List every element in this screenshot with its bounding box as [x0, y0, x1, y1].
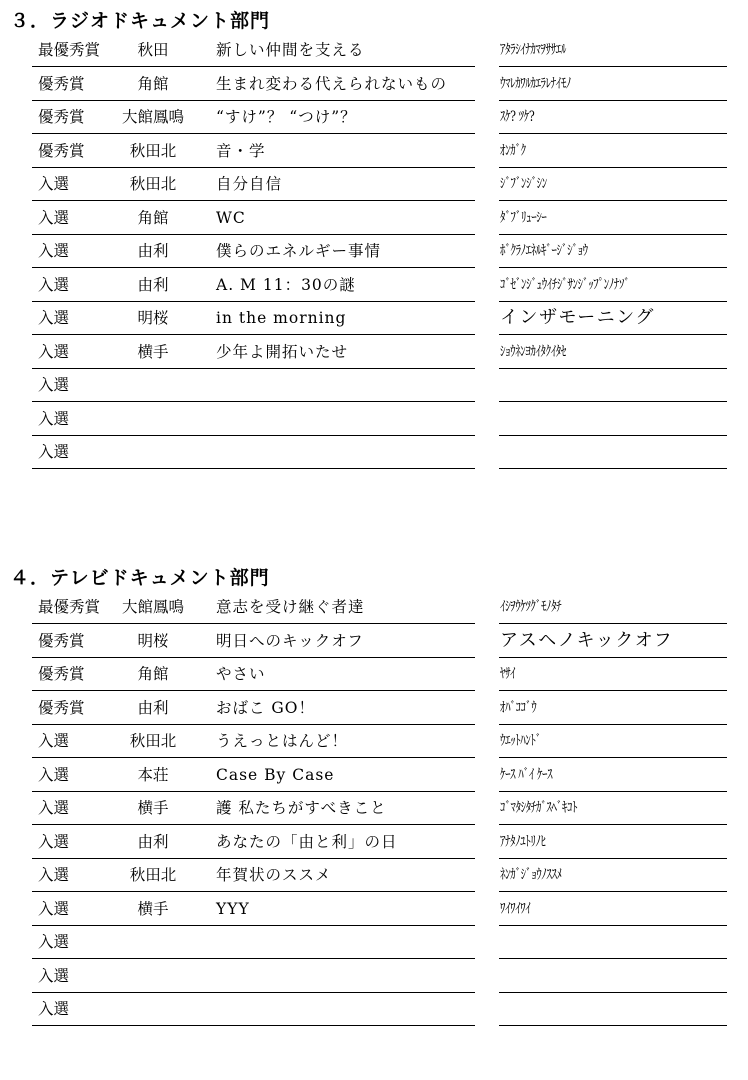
kana-cell: ｲｼｦｳｹﾂｸﾞﾓﾉﾀﾁ [500, 599, 562, 615]
kana-cell: ｱﾀﾗｼｲﾅｶﾏｦｻｻｴﾙ [500, 42, 566, 58]
title-cell: WC [216, 208, 246, 227]
school-cell: 角館 [137, 665, 169, 683]
table-row [0, 301, 748, 335]
award-cell: 入選 [38, 799, 70, 817]
title-cell: 自分自信 [216, 175, 283, 193]
kana-underline [499, 1025, 727, 1026]
kana-cell: ﾜｲﾜｲﾜｲ [500, 900, 531, 917]
award-cell: 入選 [38, 832, 70, 851]
table-row [0, 268, 748, 302]
kana-cell: ｽｹ? ﾂｹ? [500, 109, 535, 125]
school-cell: 由利 [137, 698, 169, 717]
school-cell: 本荘 [137, 765, 169, 784]
school-cell: 由利 [137, 242, 169, 260]
title-cell: in the morning [216, 309, 347, 327]
kana-cell: ｺﾞﾏﾀｼﾀﾁｶﾞｽﾍﾞｷｺﾄ [500, 800, 578, 816]
table-row [0, 858, 748, 892]
award-cell: 入選 [38, 933, 70, 951]
title-cell: 音・学 [216, 141, 266, 160]
award-cell: 優秀賞 [38, 141, 85, 160]
table-row [0, 758, 748, 792]
kana-cell: ｵﾝｶﾞｸ [500, 142, 526, 159]
award-cell: 入選 [38, 899, 70, 918]
title-cell: “すけ”？ “つけ”？ [216, 108, 357, 126]
title-cell: 少年よ開拓いたせ [216, 342, 349, 361]
award-cell: 入選 [38, 376, 70, 394]
kana-cell: ｼｮｳﾈﾝﾖｶｲﾀｸｲﾀｾ [500, 343, 566, 360]
school-cell: 由利 [137, 832, 169, 851]
table-row [0, 167, 748, 201]
award-cell: 優秀賞 [38, 665, 85, 683]
school-cell: 横手 [137, 342, 169, 361]
award-cell: 入選 [38, 242, 70, 260]
school-cell: 秋田北 [129, 866, 177, 884]
award-cell: 最優秀賞 [38, 41, 101, 59]
award-cell: 入選 [38, 966, 70, 985]
table-row [0, 100, 748, 134]
award-cell: 最優秀賞 [38, 598, 101, 616]
title-cell: 僕らのエネルギー事情 [216, 242, 382, 260]
table-row [0, 67, 748, 101]
table-row [0, 959, 748, 993]
kana-underline [499, 468, 727, 469]
award-cell: 入選 [38, 732, 70, 750]
kana-cell: ﾀﾞﾌﾞﾘｭｰｼｰ [500, 209, 547, 226]
table-row [0, 691, 748, 725]
table-row [0, 825, 748, 859]
school-cell: 由利 [137, 275, 169, 294]
award-cell: 優秀賞 [38, 74, 85, 93]
kana-cell: ﾔｻｲ [500, 666, 516, 682]
table-row [0, 791, 748, 825]
title-cell: やさい [216, 665, 266, 683]
award-cell: 入選 [38, 765, 70, 784]
school-cell: 横手 [137, 899, 169, 918]
table-row [0, 892, 748, 926]
award-cell: 優秀賞 [38, 698, 85, 717]
row-underline [32, 1025, 475, 1026]
kana-cell: ｼﾞﾌﾞﾝｼﾞｼﾝ [500, 176, 547, 192]
table-row [0, 201, 748, 235]
kana-cell: ｳｴｯﾄﾊﾝﾄﾞ [500, 733, 541, 749]
title-cell: YYY [216, 899, 250, 918]
table-row [0, 368, 748, 402]
award-cell: 入選 [38, 208, 70, 227]
kana-cell: ﾈﾝｶﾞｼﾞｮｳﾉｽｽﾒ [500, 867, 562, 883]
school-cell: 明桜 [137, 309, 169, 327]
school-cell: 角館 [137, 74, 169, 93]
section-title-tv: ４．テレビドキュメント部門 [10, 567, 270, 589]
title-cell: おばこ GO！ [216, 698, 316, 717]
table-row [0, 134, 748, 168]
award-cell: 優秀賞 [38, 631, 85, 650]
school-cell: 秋田 [137, 41, 169, 59]
table-row [0, 657, 748, 691]
kana-cell: ｵﾊﾞｺｺﾞｳ [500, 699, 537, 716]
kana-cell: ｹｰｽ ﾊﾞｲ ｹｰｽ [500, 766, 553, 783]
school-cell: 秋田北 [129, 732, 177, 750]
award-cell: 入選 [38, 342, 70, 361]
school-cell: 秋田北 [129, 175, 177, 193]
title-cell: 年賀状のススメ [216, 866, 332, 884]
kana-cell: インザモーニング [500, 307, 655, 328]
title-cell: 明日へのキックオフ [216, 631, 364, 650]
school-cell: 大館鳳鳴 [121, 598, 184, 616]
title-cell: 生まれ変わる代えられないもの [216, 74, 448, 93]
title-cell: Case By Case [216, 765, 335, 784]
award-cell: 入選 [38, 175, 70, 193]
table-row [0, 435, 748, 469]
award-cell: 入選 [38, 443, 70, 461]
table-row [0, 724, 748, 758]
table-row [0, 590, 748, 624]
table-row [0, 925, 748, 959]
title-cell: あなたの「由と利」の日 [216, 832, 398, 851]
table-row [0, 992, 748, 1026]
award-cell: 入選 [38, 409, 70, 428]
award-cell: 入選 [38, 309, 70, 327]
school-cell: 明桜 [137, 631, 169, 650]
table-row [0, 624, 748, 658]
award-cell: 優秀賞 [38, 108, 85, 126]
title-cell: 新しい仲間を支える [216, 41, 365, 59]
school-cell: 横手 [137, 799, 169, 817]
table-row [0, 234, 748, 268]
title-cell: うえっとはんど！ [216, 732, 349, 750]
table-row [0, 402, 748, 436]
title-cell: A. M 11：30の謎 [216, 275, 356, 294]
table-row [0, 335, 748, 369]
school-cell: 秋田北 [129, 141, 177, 160]
kana-cell: アスヘノキックオフ [500, 629, 674, 651]
award-cell: 入選 [38, 1000, 70, 1018]
school-cell: 大館鳳鳴 [121, 108, 184, 126]
title-cell: 護 私たちがすべきこと [216, 799, 387, 817]
section-title-radio: ３．ラジオドキュメント部門 [10, 10, 271, 32]
school-cell: 角館 [137, 208, 169, 227]
award-cell: 入選 [38, 866, 70, 884]
kana-cell: ﾎﾞｸﾗﾉｴﾈﾙｷﾞｰｼﾞｼﾞｮｳ [500, 243, 588, 259]
kana-cell: ｱﾅﾀﾉﾕﾄﾘﾉﾋ [500, 833, 546, 850]
kana-cell: ｺﾞｾﾞﾝｼﾞｭｳｲﾁｼﾞｻﾝｼﾞｯﾌﾟﾝﾉﾅｿﾞ [500, 276, 630, 293]
row-underline [32, 468, 475, 469]
title-cell: 意志を受け継ぐ者達 [216, 598, 365, 616]
kana-cell: ｳﾏﾚｶﾜﾙｶｴﾗﾚﾅｲﾓﾉ [500, 75, 571, 92]
table-row [0, 33, 748, 67]
award-cell: 入選 [38, 275, 70, 294]
